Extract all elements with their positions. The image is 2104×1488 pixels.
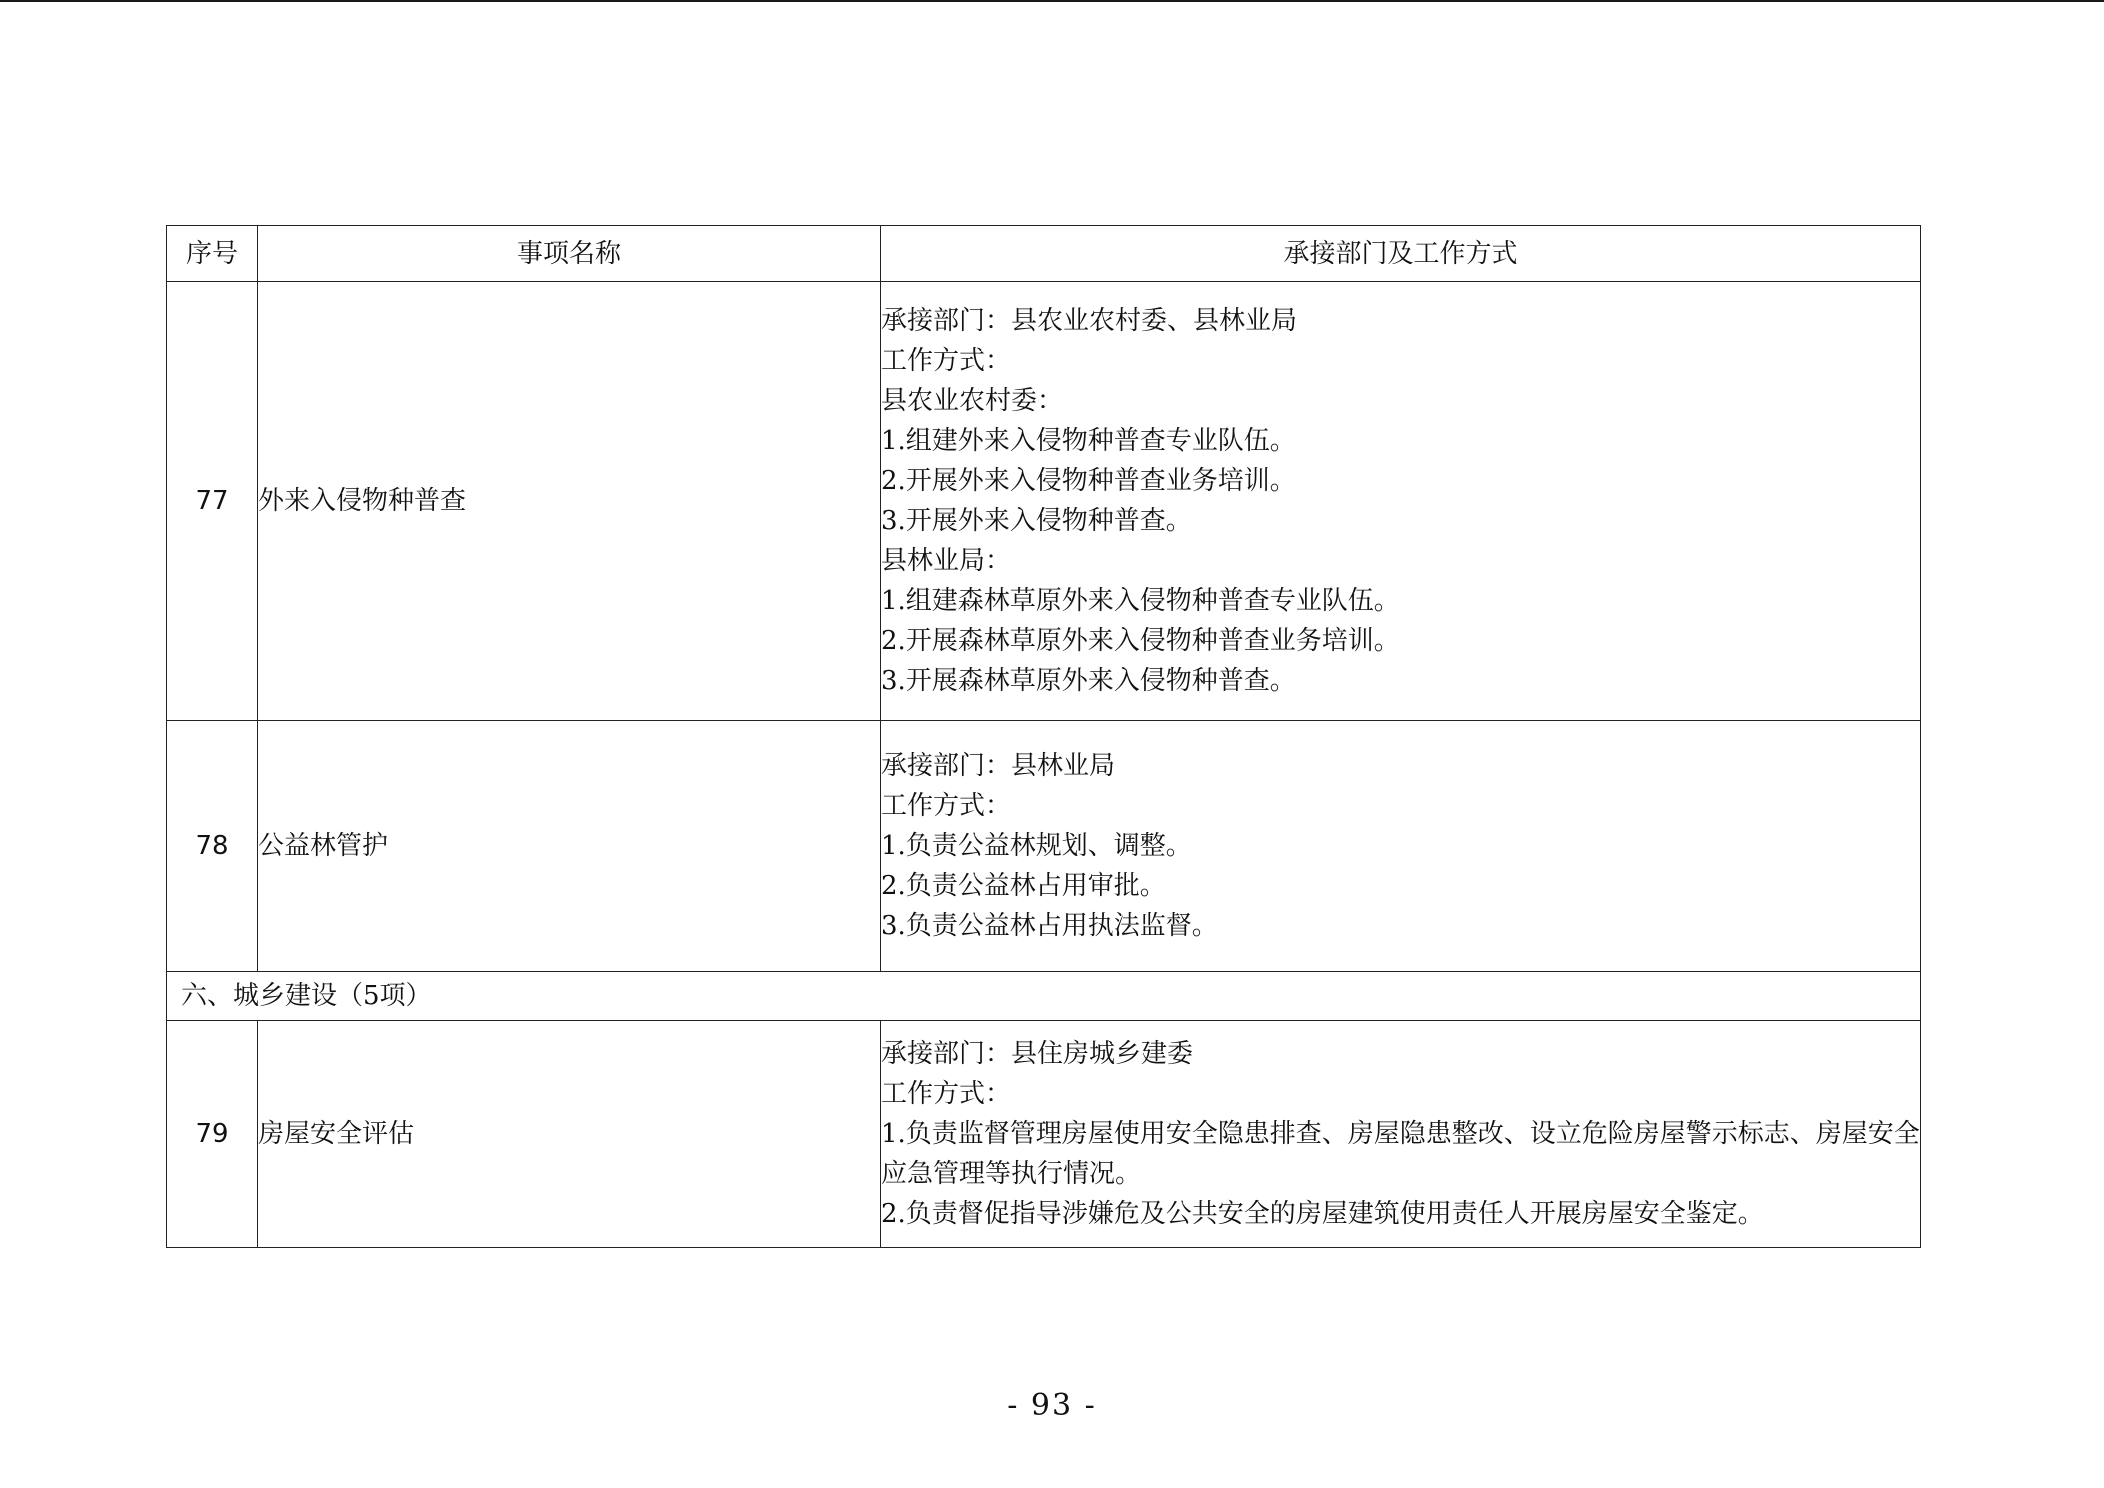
row-department-details (881, 1021, 1921, 1248)
detail-line: 1.组建外来入侵物种普查专业队伍。 (881, 426, 1296, 456)
detail-line: 1.负责监督管理房屋使用安全隐患排查、房屋隐患整改、设立危险房屋警示标志、房屋安全应急管理等执行情况。 (881, 1119, 1920, 1189)
detail-line: 1.负责公益林规划、调整。 (881, 831, 1192, 861)
detail-line: 承接部门：县林业局 (881, 751, 1116, 781)
detail-line: 2.负责督促指导涉嫌危及公共安全的房屋建筑使用责任人开展房屋安全鉴定。 (881, 1199, 1764, 1229)
detail-line: 工作方式： (881, 791, 1012, 821)
detail-line: 1.组建森林草原外来入侵物种普查专业队伍。 (881, 586, 1400, 616)
table-row (167, 1021, 1921, 1248)
top-border-line (0, 0, 2104, 2)
detail-line: 3.开展森林草原外来入侵物种普查。 (881, 666, 1296, 696)
detail-line: 3.负责公益林占用执法监督。 (881, 911, 1218, 941)
header-number: 序号 (167, 226, 258, 282)
detail-line: 2.开展森林草原外来入侵物种普查业务培训。 (881, 626, 1400, 656)
detail-line: 承接部门：县住房城乡建委 (881, 1039, 1194, 1069)
row-item-name: 外来入侵物种普查 (258, 282, 881, 721)
table-header-row (167, 226, 1921, 282)
detail-line: 承接部门：县农业农村委、县林业局 (881, 306, 1298, 336)
row-item-name: 房屋安全评估 (258, 1021, 881, 1248)
row-item-name: 公益林管护 (258, 721, 881, 972)
header-department-and-method: 承接部门及工作方式 (881, 226, 1921, 282)
detail-line: 县农业农村委： (881, 386, 1064, 416)
table-row (167, 721, 1921, 972)
section-title: 六、城乡建设（5项） (167, 972, 1921, 1021)
detail-line: 2.负责公益林占用审批。 (881, 871, 1166, 901)
detail-line: 2.开展外来入侵物种普查业务培训。 (881, 466, 1296, 496)
row-number: 77 (167, 282, 258, 721)
detail-line: 工作方式： (881, 1079, 1012, 1109)
section-heading-row (167, 972, 1921, 1021)
row-department-details (881, 282, 1921, 721)
row-number: 79 (167, 1021, 258, 1248)
detail-line: 工作方式： (881, 346, 1012, 376)
detail-line: 县林业局： (881, 546, 1012, 576)
items-table (166, 225, 1921, 1248)
table-row (167, 282, 1921, 721)
row-number: 78 (167, 721, 258, 972)
header-item-name: 事项名称 (258, 226, 881, 282)
row-department-details (881, 721, 1921, 972)
detail-line: 3.开展外来入侵物种普查。 (881, 506, 1192, 536)
page-number: - 93 - (1007, 1388, 1097, 1423)
